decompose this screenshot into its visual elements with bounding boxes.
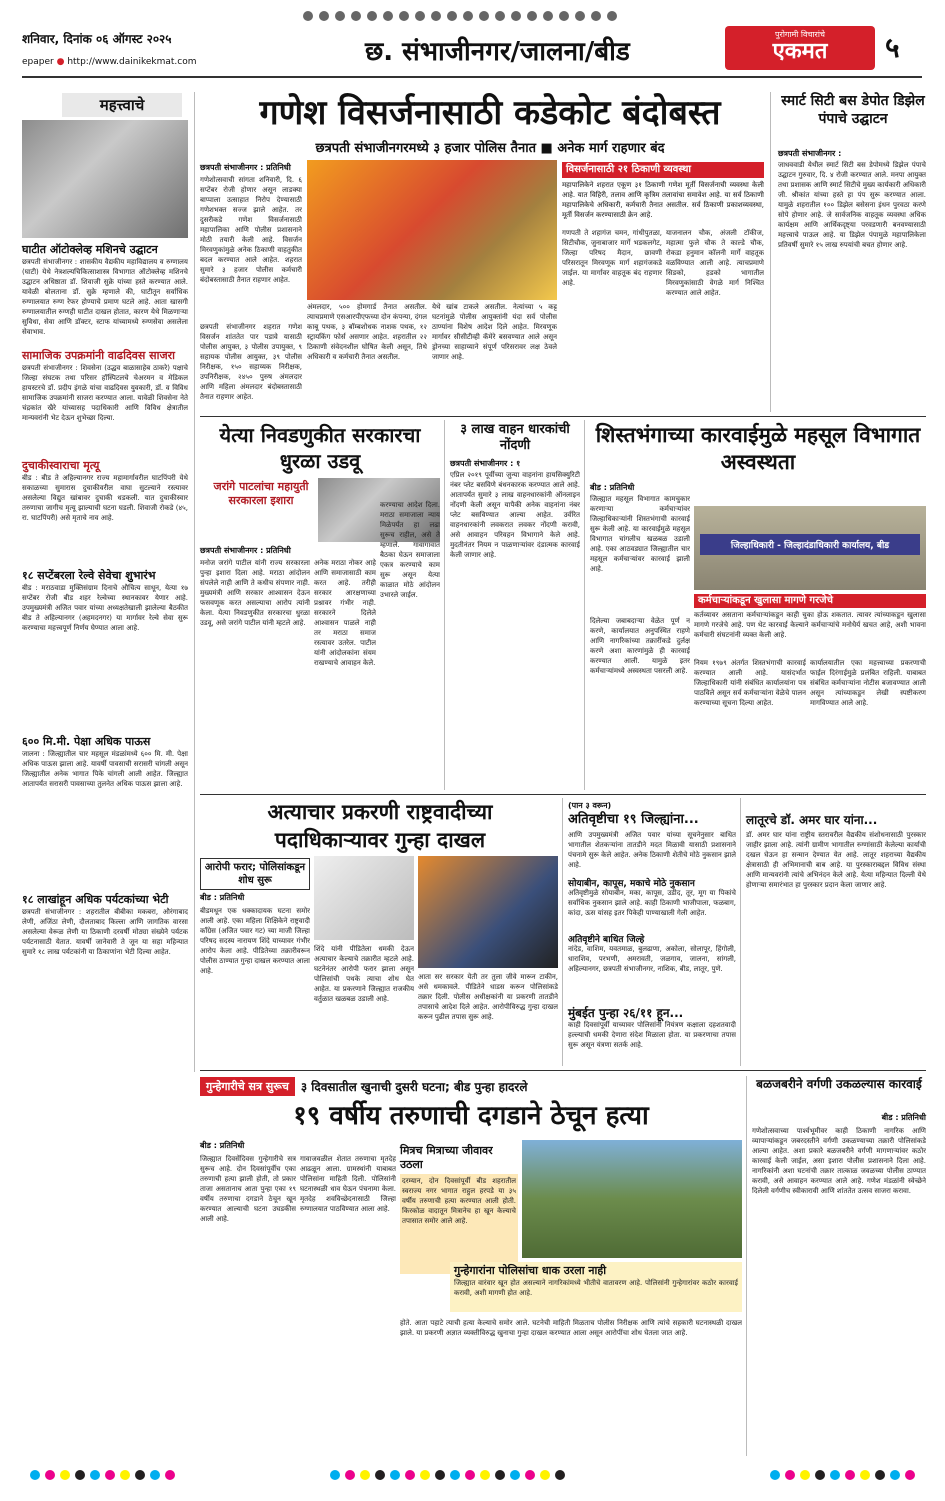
section-rule <box>200 1070 926 1071</box>
rain-sub-2: अतिवृष्टीने बाधित जिल्हे <box>568 935 645 945</box>
sidebar-brief-5: ६०० मि.मी. पेक्षा अधिक पाऊस जालना : जिल्ह्यातील चार महसूल मंडळांमध्ये ६०० मि. मी. पेक्षा अधिक पाऊस झाला आहे. यावर्षी पावसाची सरासरी चांगली असून जिल्ह्यातील अनेक भागात पिके चांगली आली आहेत. जिल्ह्यात आतापर्यंत सरासरी पावसाच्या तुलनेत अधिक पाऊस झाला आहे. <box>22 735 188 788</box>
sidebar-brief-3: दुचाकीस्वाराचा मृत्यू बीड : बीड ते अहिल्यानगर राज्य महामार्गावरील घाटपिंपरी येथे सकाळच्या सुमारास दुचाकीवरील वाघा सुटल्याने रस्त्यावर असलेल्या विद्युत खांबावर दुचाकी धडकली. यात दुचाकीस्वार तरुणाचा जागीच मृत्यू झाल्याची घटना घडली. शिवाजी रोकडे (४५, रा. घाटपिंपरी) असे मृताचे नाव आहे. <box>22 459 188 522</box>
masthead-rule <box>22 76 922 78</box>
registration-marks-right <box>770 1470 915 1480</box>
crime-photo-caption: गुन्हेगारांना पोलिसांचा धाक उरला नाही <box>450 1262 742 1279</box>
revenue-col-1: जिल्ह्यात महसूल विभागात कामचुकार करणाऱ्या कर्मचाऱ्यांवर जिल्हाधिकाऱ्यांनी शिस्तभंगाची कारवाई सुरू केली आहे. या कारवाईमुळे महसूल विभागात चांगलीच खळबळ उडाली आहे. एका आठवड्यात जिल्ह्यातील चार महसूल कर्मचाऱ्यांवर कारवाई झाली आहे. <box>590 495 690 573</box>
crime-byline: बीड : प्रतिनिधी <box>200 1141 245 1150</box>
collector-office-photo <box>694 506 926 590</box>
crime-col-1: जिल्ह्यात दिवसेंदिवस गुन्हेगारीचे सत्र सुरूच आहे. दोन दिवसांपूर्वीच एका तरुणाची हत्या झाली होती, तो प्रकार ताजा असतानाच आता पुन्हा एका १९ वर्षीय तरुणाचा दगडाने ठेचून खून करण्यात आल्याची घटना उघडकीस आली आहे. <box>200 1155 296 1223</box>
vehicles-headline: ३ लाख वाहन धारकांची नोंदणी <box>460 422 570 453</box>
election-col-1: मनोज जरांगे पाटील यांनी राज्य सरकारला पुन्हा इशारा दिला आहे. मराठा आंदोलन संपलेले नाही आणि ते कधीच संपणार नाही. मुख्यमंत्री आणि सरकार आश्वासन देऊन फसवणूक करत असल्याचा आरोप त्यांनी केला. येत्या निवडणुकीत सरकारचा धुरळा उडवू, असे जरांगे पाटील यांनी म्हटले आहे. <box>200 559 310 627</box>
section-rule <box>200 416 926 417</box>
sidebar-brief-4: १८ सप्टेंबरला रेल्वे सेवेचा शुभारंभ बीड : मराठवाडा मुक्तिसंग्राम दिनाचे औचित्य साधून, येत्या १७ सप्टेंबर रोजी बीड शहर रेल्वेच्या स्थानकावर येणार आहे. उपमुख्यमंत्री अजित पवार यांच्या अध्यक्षतेखाली झालेल्या बैठकीत बीड ते अहिल्यानगर (अहमदनगर) या मार्गावर रेल्वे सेवा सुरू करण्याचा महत्त्वपूर्ण निर्णय घेण्यात आला आहे. <box>22 569 188 632</box>
column-rule <box>194 92 195 1072</box>
ncp-col-2: शिंदे यांनी पीडितेला धमकी देऊन अत्याचार केल्याचे तक्रारीत म्हटले आहे. घटनेनंतर आरोपी फरार झाला असून पोलिसांची पथके त्याचा शोध घेत आहेत. या प्रकरणाने जिल्ह्यात राजकीय वर्तुळात खळबळ उडाली आहे. <box>314 945 414 1003</box>
ganesh-police-photo <box>307 160 557 300</box>
election-kicker: जरांगे पाटलांचा महायुती सरकारला इशारा <box>213 480 309 507</box>
election-byline: छत्रपती संभाजीनगर : प्रतिनिधी <box>200 546 291 555</box>
crime-strap <box>200 1076 742 1096</box>
lead-col-5: याजनालन चौक, अंजली टॉकीज, महात्मा फुले चौक ते काल्डे चौक, रोकडा हनुमान कॉलनी मार्गे वाहतूक वळविण्यात आली आहे. त्याचप्रमाणे सिडको, हडको भागातील मिरवणुकांसाठी वेगळे मार्ग निश्चित करण्यात आले आहेत. <box>666 229 764 297</box>
sidebar-brief-2: सामाजिक उपक्रमांनी वाढदिवस साजरा छत्रपती संभाजीनगर : शिवसेना (उद्धव बाळासाहेब ठाकरे) पक्षाचे जिल्हा संघटक तथा परिसर हॉस्पिटलचे चेअरमन व मेडिकल हायस्टरचे डॉ. प्रदीप इंगळे यांचा वाढदिवस युवकारी, डॉ. व विविध सामाजिक उपक्रमांनी साजरा करण्यात आला. यावेळी शिवसेना नेते चंद्रकांत खैरे यांच्यासह पदाधिकारी आणि विविध क्षेत्रातील मान्यवरांनी भेट देऊन शुभेच्छा दिल्या. <box>22 349 188 422</box>
column-rule <box>584 420 585 790</box>
continued-tag: (पान ३ वरून) <box>568 801 612 810</box>
immersion-box-head: विसर्जनासाठी २१ ठिकाणी व्यवस्था <box>562 162 764 178</box>
immersion-box-body: महापालिकेने शहरात एकूण ३१ ठिकाणी गणेश मूर्ती विसर्जनाची व्यवस्था केली आहे. यात विहिरी, तलाव आणि कृत्रिम तलावांचा समावेश आहे. या सर्व ठिकाणी महापालिकेचे अधिकारी, कर्मचारी तैनात असतील. सर्व ठिकाणी प्रकाशव्यवस्था, मूर्ती विसर्जन करण्यासाठी क्रेन आहे. <box>562 181 764 219</box>
ncp-col-1: बीडमधून एक धक्कादायक घटना समोर आली आहे. एका महिला शिक्षिकेने राष्ट्रवादी काँग्रेस (अजित पवार गट) च्या माजी जिल्हा परिषद सदस्य नारायण शिंदे याच्यावर गंभीर आरोप केला आहे. पीडितेच्या तक्रारीवरून पोलीस ठाण्यात गुन्हा दाखल करण्यात आला आहे. <box>200 907 310 975</box>
page-number: ५ <box>885 31 900 64</box>
lead-col-4: गणपती ते शहागंज चमन, गांधीपुतळा, सिटीचौक, जुनाबाजार मार्गे भडकलगेट, जिल्हा परिषद मैदान, छावणी परिसरातून मिरवणूक मार्ग शहागंजकडे जाईल. या मार्गावर वाहतूक बंद राहणार आहे. <box>562 229 662 287</box>
lead-subhead: छत्रपती संभाजीनगरमध्ये ३ हजार पोलिस तैनात ■ अनेक मार्ग राहणार बंद <box>315 141 665 156</box>
column-rule <box>444 420 445 790</box>
crime-col-4: होते. आता पहाटे त्याची हत्या केल्याचे समोर आले. घटनेची माहिती मिळताच पोलीस निरीक्षक आणि त्यांचे सहकारी घटनास्थळी दाखल झाले. या प्रकरणी अज्ञात व्यक्तीविरुद्ध खुनाचा गुन्हा दाखल करण्यात आला असून आरोपींचा शोध घेतला जात आहे. <box>400 1319 742 1337</box>
crime-caption-body: जिल्ह्यात वारंवार खून होत असल्याने नागरिकांमध्ये भीतीचे वातावरण आहे. पोलिसांनी गुन्हेगारांवर कठोर कारवाई करावी, अशी मागणी होत आहे. <box>450 1278 742 1312</box>
column-rule <box>746 1076 747 1456</box>
issue-date: शनिवार, दिनांक ०६ ऑगस्ट २०२५ <box>22 32 172 46</box>
sidebar-brief-6: १८ लाखांहून अधिक पर्यटकांच्या भेटी छत्रपती संभाजीनगर : शहरातील बीबीका मकबरा, औरंगाबाद लेणी, अजिंठा लेणी, दौलताबाद किल्ला आणि जागतिक वारसा असलेल्या वेरूळ लेणी या ठिकाणी दरवर्षी मोठ्या संख्येने पर्यटक पर्यटनासाठी येतात. यावर्षी जानेवारी ते जून या सहा महिन्यात सुमारे १८ लाख पर्यटकांनी या ठिकाणांना भेटी दिल्या आहेत. <box>22 893 188 956</box>
ncp-headline: अत्याचार प्रकरणी राष्ट्रवादीच्या पदाधिकाऱ्यावर गुन्हा दाखल <box>267 800 493 852</box>
column-rule <box>770 92 771 412</box>
section-rule <box>200 794 926 795</box>
rain-headline: अतिवृष्टीचा १९ जिल्ह्यांना... <box>568 812 699 827</box>
election-col-2: अनेक मराठा नोकर आहे आणि समाजासाठी काम करत आहे. तरीही सरकार आरक्षणाच्या प्रश्नावर गंभीर नाही. सरकारने दिलेले आश्वासन पाळले नाही तर मराठा समाज रस्त्यावर उतरेल. पाटील यांनी आंदोलकांना संयम राखण्याचे आवाहन केले. <box>314 559 376 667</box>
vehicles-body: एप्रिल २०१९ पूर्वीच्या जुन्या वाहनांना हायसिक्युरिटी नंबर प्लेट बसविणे बंधनकारक करण्यात आले आहे. आतापर्यंत सुमारे ३ लाख वाहनधारकांनी ऑनलाइन नोंदणी केली असून यापैकी अनेक वाहनांना नंबर प्लेट बसविण्यात आल्या आहेत. उर्वरित वाहनधारकांनी लवकरात लवकर नोंदणी करावी, असे आवाहन परिवहन विभागाने केले आहे. मुदतीनंतर नियम न पाळणाऱ्यांवर दंडात्मक कारवाई केली जाणार आहे. <box>450 471 580 559</box>
newspaper-logo: पुरोगामी विचारांचे एकमत <box>725 26 875 70</box>
collection-body: गणेशोत्सवाच्या पार्श्वभूमीवर काही ठिकाणी नागरिक आणि व्यापाऱ्यांकडून जबरदस्तीने वर्गणी उकळण्याच्या तक्रारी पोलिसांकडे आल्या आहेत. अशा प्रकारे बळजबरीने वर्गणी मागणाऱ्यांवर कठोर कारवाई केली जाईल, असा इशारा पोलीस प्रशासनाने दिला आहे. नागरिकांनी अशा घटनांची तक्रार तात्काळ जवळच्या पोलीस ठाण्यात करावी, असे आवाहन करण्यात आले आहे. गणेश मंडळांनी स्वेच्छेने दिलेली वर्गणीच स्वीकारावी आणि शांततेत उत्सव साजरा करावा. <box>752 1127 926 1195</box>
registration-marks-center <box>330 1470 565 1480</box>
smart-city-body: जाधववाडी येथील स्मार्ट सिटी बस डेपोमध्ये डिझेल पंपाचे उद्घाटन गुरुवार, दि. ४ रोजी करण्यात आले. मनपा आयुक्त तथा प्रशासक आणि स्मार्ट सिटीचे मुख्य कार्यकारी अधिकारी जी. श्रीकांत यांच्या हस्ते हा पंप सुरू करण्यात आला. यामुळे शहरातील १०० डिझेल बसेसना इंधन पुरवठा करणे सोपे होणार आहे. जे सार्वजनिक वाहतूक व्यवस्था अधिक कार्यक्षम आणि आर्थिकदृष्ट्या परवडणारी बनवण्यासाठी महत्त्वाचे पाऊल आहे. या डिझेल पंपामुळे महापालिकेला प्रतिवर्षी सुमारे १५ लाख रुपयांची बचत होणार आहे. <box>778 161 926 249</box>
ncp-col-3: आता सर सरकार येती तर तुला जीवे मारून टाकीन, असे धमकावले. पीडितेने धाडस करून पोलिसांकडे तक्रार दिली. पोलीस अधीक्षकांनी या प्रकरणी तातडीने तपासाचे आदेश दिले आहेत. आरोपीविरुद्ध गुन्हा दाखल करून पुढील तपास सुरू आहे. <box>418 973 558 1021</box>
rain-sub-3-body: काही दिवसांपूर्वी याच्यावर पोलिसांनी नियंत्रण कक्षाला दहशतवादी हल्ल्याची धमकी देणारा संदेश मिळाला होता. या प्रकरणाचा तपास सुरू असून यंत्रणा सतर्क आहे. <box>568 1021 736 1049</box>
sidebar-brief-1: घाटीत ऑटोक्लेव्ह मशिनचे उद्घाटन छत्रपती संभाजीनगर : शासकीय वैद्यकीय महाविद्यालय व रुग्णालय (घाटी) येथे नेत्रशल्यचिकित्साशास्त्र विभागात ऑटोक्लेव्ह मशिनचे उद्घाटन अधिष्ठाता डॉ. शिवाजी सुक्रे यांच्या हस्ते करण्यात आले. यावेळी बोलताना डॉ. सुक्रे म्हणाले की, घाटीतून सर्वाधिक रुग्णालयात रुग्ण रेफर होण्याचे प्रमाण घटले आहे. आता खासगी रुग्णालयातील रुग्णही घाटीत दाखल होतात, कारण येथे मिळणाऱ्या सुविधा, सेवा आणि डॉक्टर, स्टाफ यांच्यामध्ये रुग्णसेवा असलेला सेवाभाव. <box>22 243 188 336</box>
masthead-ornament <box>280 4 640 28</box>
fir-document-photo <box>314 856 414 940</box>
revenue-box-head: कर्मचाऱ्यांकडून खुलासा मागणे गरजेचे <box>694 594 926 608</box>
lead-col-1: गणेशोत्सवाची सांगता शनिवारी, दि. ६ सप्टेंबर रोजी होणार असून लाडक्या बाप्पाला उत्साहात निरोप देण्यासाठी गणेशभक्त सज्ज झाले आहेत. तर दुसरीकडे गणेश विसर्जनासाठी महापालिका आणि पोलीस प्रशासनाने मोठी तयारी केली आहे. विसर्जन मिरवणुकांमुळे अनेक ठिकाणी वाहतुकीत बदल करण्यात आले आहेत. शहरात सुमारे ३ हजार पोलीस कर्मचारी बंदोबस्तासाठी तैनात राहणार आहेत. <box>200 176 302 284</box>
ncp-kicker: आरोपी फरार; पोलिसांकडून शोध सुरू <box>200 858 310 890</box>
revenue-col-2: दिलेल्या जबाबदाऱ्या वेळेत पूर्ण न करणे, कार्यालयात अनुपस्थित राहणे आणि नागरिकांच्या तक्रारींकडे दुर्लक्ष करणे अशा कारणांमुळे ही कारवाई करण्यात आली. यामुळे इतर कर्मचाऱ्यांमध्ये अस्वस्थता पसरली आहे. <box>590 617 690 675</box>
revenue-col-3: नियम १९७९ अंतर्गत शिस्तभंगाची कारवाई करण्यात आली आहे. यासंदर्भात जिल्हाधिकारी यांनी संबंधित कार्यालयांना पत्र पाठविले असून सर्व कर्मचाऱ्यांना वेळेचे पालन करण्याच्या सूचना दिल्या आहेत. <box>694 659 806 707</box>
column-rule <box>562 798 563 1066</box>
rain-body: आणि उपमुख्यमंत्री अजित पवार यांच्या सूचनेनुसार बाधित भागातील शेतकऱ्यांना तातडीने मदत मिळावी यासाठी प्रशासनाने पंचनामे सुरू केले आहेत. अनेक ठिकाणी शेतीचे मोठे नुकसान झाले आहे. <box>568 831 736 869</box>
crime-box-body: दरम्यान, दोन दिवसांपूर्वी बीड शहरातील स्वराज्य नगर भागात राहुल हरपडे या ३५ वर्षीय तरुणाची हत्या करण्यात आली होती. किरकोळ वादातून मित्रानेच हा खून केल्याचे तपासात समोर आले आहे. <box>400 1174 518 1274</box>
autoclave-photo <box>22 120 188 238</box>
office-signboard: जिल्हाधिकारी - जिल्हादंडाधिकारी कार्यालय, बीड <box>700 534 920 555</box>
election-col-3: करण्याचा आदेश दिला. मराठा समाजाला न्याय मिळेपर्यंत हा लढा सुरूच राहील, असे ते म्हणाले. गावागावात बैठका घेऊन समाजाला एकत्र करण्याचे काम सुरू असून येत्या काळात मोठे आंदोलन उभारले जाईल. <box>380 501 440 599</box>
lead-col-3: येथे खांब टाकले असतील. नेत्यांच्या ५ कट्ट घटनांमुळे पोलीस आयुक्तांनी यंदा सर्व पोलीस ठाण्यांना विशेष आदेश दिले आहेत. मिरवणूक मार्गावर सीसीटीव्ही कॅमेरे बसवण्यात आले असून ड्रोनच्या साहाय्याने संपूर्ण परिसरावर लक्ष ठेवले जाणार आहे. <box>432 303 557 361</box>
rain-sub-1: सोयाबीन, कापूस, मकाचे मोठे नुकसान <box>568 879 695 889</box>
column-rule <box>740 798 741 1066</box>
lead-col-2: अंमलदार, ५०० होमगार्ड तैनात असतील. त्याचप्रमाणे एसआरपीएफच्या दोन कंपन्या, दंगल काबू पथक, ३ बॉम्बशोधक नाशक पथक, १२ स्ट्रायकिंग फोर्स असणार आहेत. शहरातील २२ ठिकाणी संवेदनशील घोषित केली असून, तिथे अधिकारी व कर्मचारी तैनात असतील. <box>307 303 427 361</box>
revenue-headline: शिस्तभंगाच्या कारवाईमुळे महसूल विभागात अस्वस्थता <box>595 423 921 474</box>
election-headline: येत्या निवडणुकीत सरकारचा धुरळा उडवू <box>219 423 421 473</box>
crime-box-head: मित्रच मित्राच्या जीवावर उठला <box>400 1144 493 1171</box>
crime-strap-text: ३ दिवसातील खुनाची दुसरी घटना; बीड पुन्हा हादरले <box>300 1079 528 1094</box>
smart-city-headline: स्मार्ट सिटी बस डेपोत डिझेल पंपाचे उद्घाटन <box>781 93 925 127</box>
rain-sub-1-body: अतिवृष्टीमुळे सोयाबीन, मका, कापूस, उडीद, तूर, मूग या पिकांचे सर्वाधिक नुकसान झाले आहे. काही ठिकाणी भाजीपाला, फळबाग, कांदा, ऊस यांसह इतर पिकेही पाण्याखाली गेली आहेत. <box>568 889 736 917</box>
crime-col-2: गावाजवळील शेतात तरुणाचा मृतदेह आढळून आला. ग्रामस्थांनी याबाबत पोलिसांना माहिती दिली. पोलिसांनी घटनास्थळी धाव घेऊन पंचनामा केला. मृतदेह शवविच्छेदनासाठी जिल्हा रुग्णालयात पाठविण्यात आला आहे. <box>300 1155 396 1213</box>
registration-marks-left <box>30 1470 175 1480</box>
collection-byline: बीड : प्रतिनिधी <box>881 1113 926 1122</box>
crime-label: गुन्हेगारीचे सत्र सुरूच <box>200 1077 295 1096</box>
revenue-box-body: कर्तव्यावर असताना कर्मचाऱ्यांकडून काही चुका होऊ शकतात. त्यावर त्यांच्याकडून खुलासा मागणे गरजेचे आहे. पण थेट कारवाई केल्याने कर्मचाऱ्यांचे मनोधैर्य खचत आहे, अशी भावना कर्मचारी संघटनांनी व्यक्त केली आहे. <box>694 611 926 639</box>
latur-headline: लातूरचे डॉ. अमर घार यांना... <box>746 813 878 827</box>
lead-headline: गणेश विसर्जनासाठी कडेकोट बंदोबस्त <box>259 93 721 133</box>
crime-headline: १९ वर्षीय तरुणाची दगडाने ठेचून हत्या <box>293 1101 649 1131</box>
lead-col-1b: छत्रपती संभाजीनगर शहरात गणेश विसर्जन शांततेत पार पडावे यासाठी पोलीस आयुक्त, ३ पोलीस उपायुक्त, ९ सहायक पोलीस आयुक्त, ३९ पोलीस निरीक्षक, १५० सहाय्यक निरीक्षक, उपनिरीक्षक, २४५० पुरुष अंमलदार आणि महिला अंमलदार बंदोबस्तासाठी तैनात राहणार आहेत. <box>200 323 302 401</box>
latur-body: डॉ. अमर घार यांना राष्ट्रीय स्तरावरील वैद्यकीय संशोधनासाठी पुरस्कार जाहीर झाला आहे. त्यांनी ग्रामीण भागातील रुग्णांसाठी केलेल्या कार्याची दखल घेऊन हा सन्मान देण्यात येत आहे. लातूर शहराच्या वैद्यकीय क्षेत्रासाठी ही अभिमानाची बाब आहे. या पुरस्काराबद्दल विविध संस्था आणि मान्यवरांनी त्यांचे अभिनंदन केले आहे. येत्या महिन्यात दिल्ली येथे होणाऱ्या समारंभात हा पुरस्कार प्रदान केला जाणार आहे. <box>746 831 926 889</box>
smart-city-byline: छत्रपती संभाजीनगर : <box>778 149 842 158</box>
revenue-byline: बीड : प्रतिनिधी <box>590 483 635 492</box>
lead-byline: छत्रपती संभाजीनगर : प्रतिनिधी <box>200 163 291 172</box>
epaper-link[interactable]: epaper ● http://www.dainikekmat.com <box>22 57 197 67</box>
rain-sub-3: मुंबईत पुन्हा २६/११ हून... <box>568 1006 684 1020</box>
crime-scene-photo <box>522 1140 742 1258</box>
ncp-byline: बीड : प्रतिनिधी <box>200 893 245 902</box>
revenue-col-4: कार्यालयातील एका महत्त्वाच्या प्रकरणाची फाईल दिरंगाईमुळे प्रलंबित राहिली. याबाबत संबंधित कर्मचाऱ्यांना नोटीस बजावण्यात आली असून त्यांच्याकडून लेखी स्पष्टीकरण मागविण्यात आले आहे. <box>810 659 926 707</box>
accused-leader-photo <box>418 856 558 968</box>
collection-headline: बळजबरीने वर्गणी उकळल्यास कारवाई <box>756 1077 922 1091</box>
vehicles-byline: छत्रपती संभाजीनगर : १ <box>450 459 521 468</box>
sidebar-strip-title: महत्त्वाचे <box>62 93 182 117</box>
edition-title: छ. संभाजीनगर/जालना/बीड <box>365 37 630 67</box>
rain-sub-2-body: नांदेड, वाशिम, यवतमाळ, बुलढाणा, अकोला, सोलापूर, हिंगोली, धाराशिव, परभणी, अमरावती, जळगाव, जालना, सांगली, अहिल्यानगर, छत्रपती संभाजीनगर, नाशिक, बीड, लातूर, पुणे. <box>568 945 736 973</box>
globe-icon: ● <box>56 57 65 67</box>
